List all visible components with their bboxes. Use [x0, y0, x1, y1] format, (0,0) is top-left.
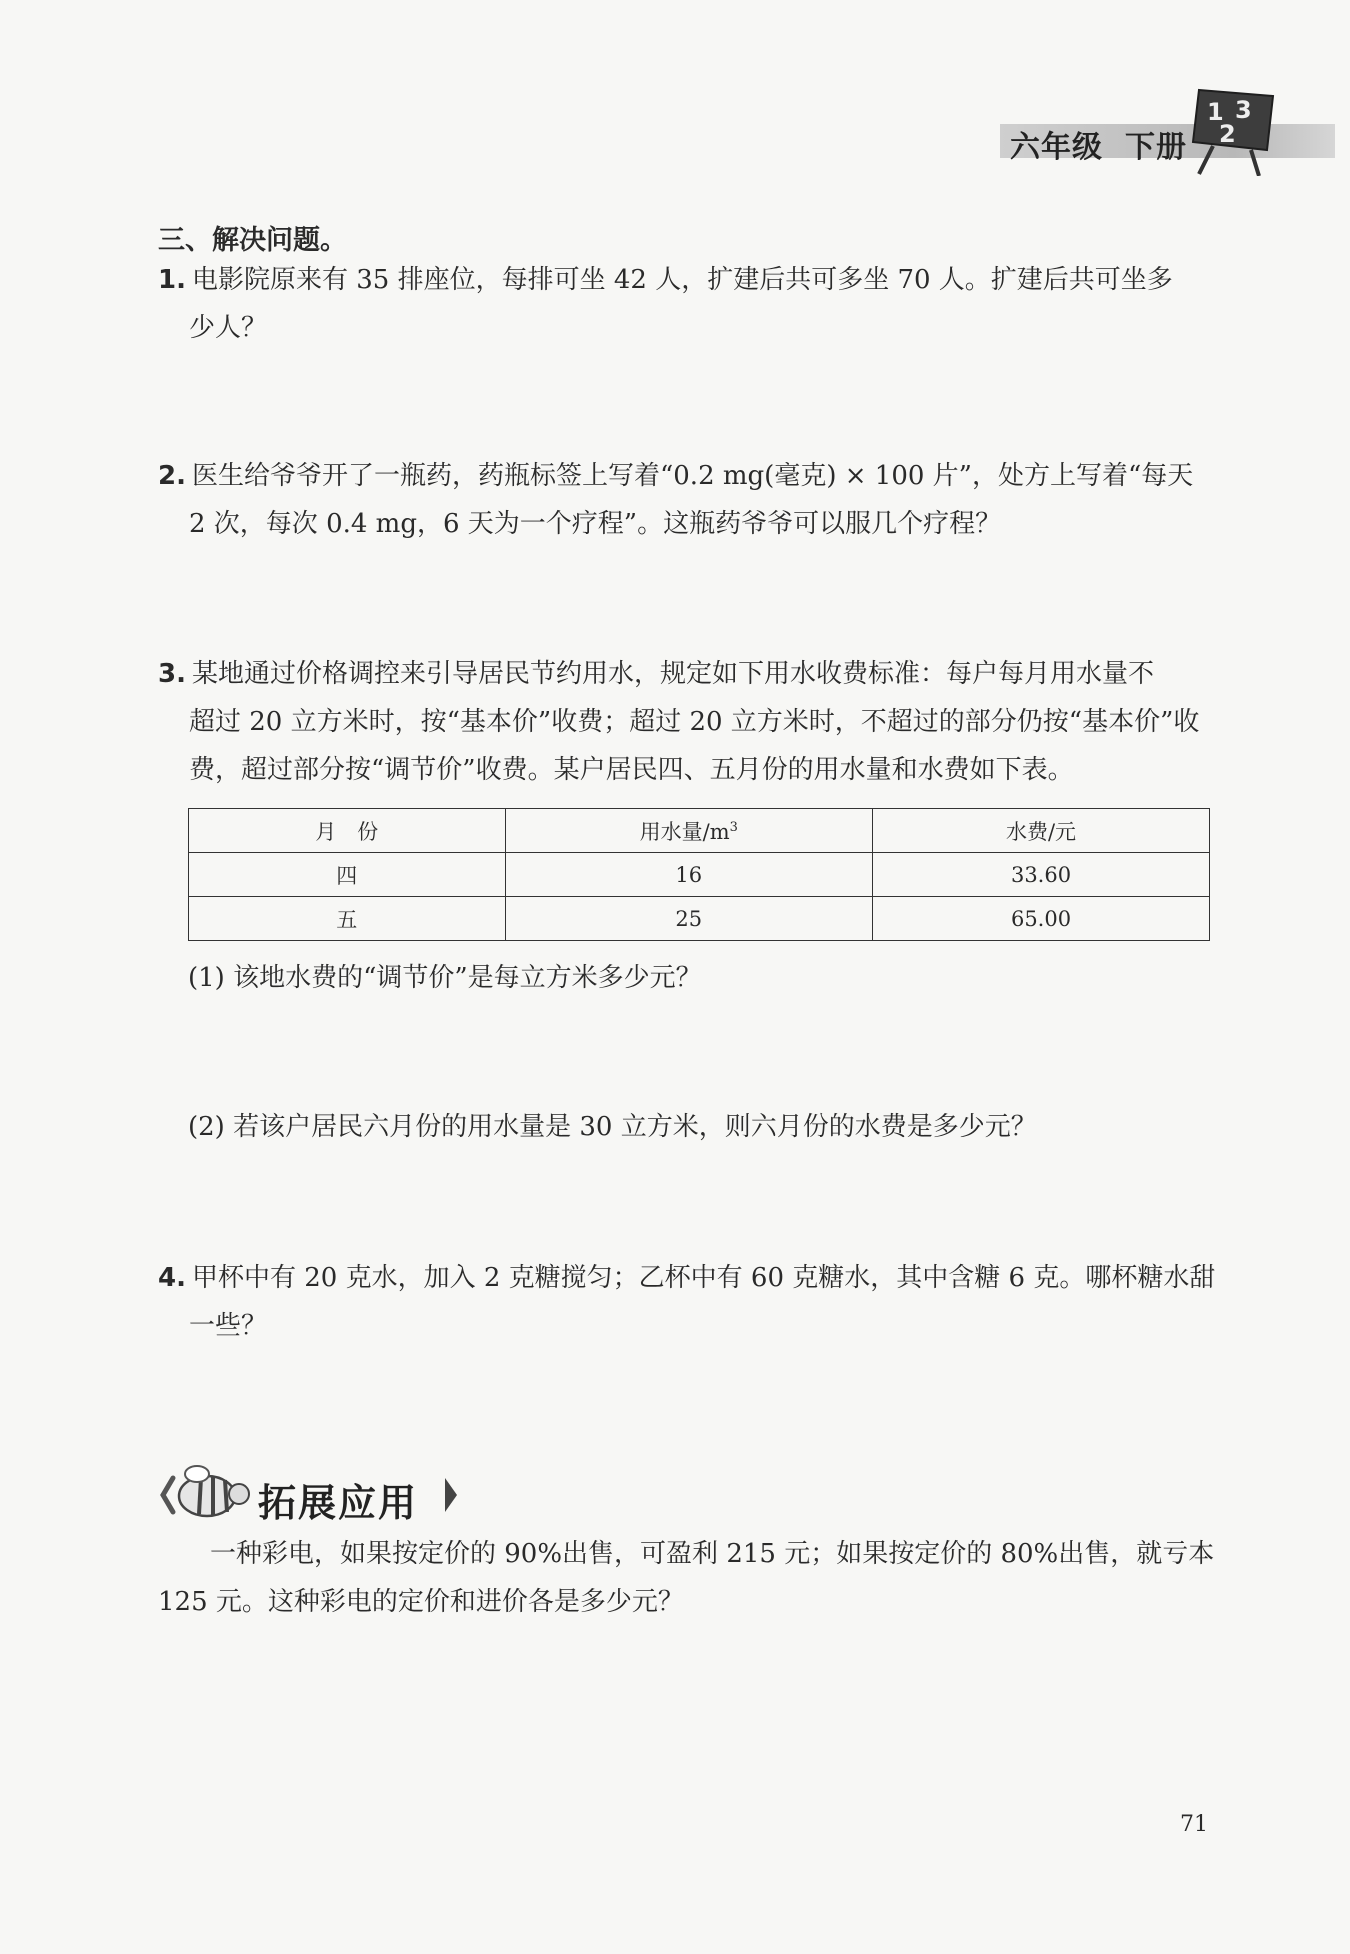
question-line: [158, 650, 1208, 698]
question-text: 某地通过价格调控来引导居民节约用水，规定如下用水收费标准：每户每月用水量不: [191, 659, 1154, 689]
extension-line: 125 元。这种彩电的定价和进价各是多少元？: [158, 1587, 684, 1617]
question-4: [158, 1254, 1216, 1350]
cell-month: 四: [189, 853, 506, 897]
question-line: 少人？: [189, 313, 268, 343]
extension-title: 拓展应用: [258, 1481, 419, 1525]
cell-month: 五: [189, 897, 506, 941]
table-row: [189, 853, 1210, 897]
board-digit: 1: [1207, 98, 1224, 126]
question-text: 甲杯中有 20 克水，加入 2 克糖搅匀；乙杯中有 60 克糖水，其中含糖 6 克。哪杯糖水甜: [191, 1263, 1216, 1293]
water-fee-table: [188, 808, 1210, 941]
chalkboard-icon: [1185, 84, 1283, 176]
question-line: [158, 452, 1208, 500]
question-line: [158, 256, 1208, 304]
question-line: 超过 20 立方米时，按“基本价”收费；超过 20 立方米时，不超过的部分仍按“基本价”收: [189, 707, 1200, 737]
question-text: 电影院原来有 35 排座位，每排可坐 42 人，扩建后共可多坐 70 人。扩建后共可坐多: [191, 265, 1173, 295]
board-digit: 3: [1235, 96, 1252, 124]
section-title: 三、解决问题。: [158, 225, 347, 256]
sub-question-1: (1) 该地水费的“调节价”是每立方米多少元？: [188, 963, 702, 993]
cell-fee: 33.60: [873, 853, 1210, 897]
question-3: [158, 650, 1208, 794]
usage-label: 用水量/m: [639, 819, 730, 844]
page-number: 71: [1180, 1812, 1208, 1837]
header-month: 月 份: [189, 809, 506, 853]
question-line: [158, 1254, 1216, 1302]
volume-text: 下册: [1125, 130, 1187, 165]
question-2: [158, 452, 1208, 548]
unit-superscript: 3: [729, 819, 738, 835]
question-1: [158, 256, 1208, 352]
header-usage: [505, 809, 873, 853]
table-header-row: [189, 809, 1210, 853]
header-grade-label: [1010, 122, 1209, 166]
question-line: 2 次，每次 0.4 mg，6 天为一个疗程”。这瓶药爷爷可以服几个疗程？: [189, 509, 1002, 539]
question-text: 医生给爷爷开了一瓶药，药瓶标签上写着“0.2 mg(毫克) × 100 片”，处方上写着“每天: [191, 461, 1194, 491]
question-number: 1.: [158, 265, 186, 295]
extension-question: [158, 1530, 1215, 1626]
question-number: 4.: [158, 1263, 186, 1293]
question-number: 3.: [158, 659, 186, 689]
question-line: 一些？: [189, 1311, 268, 1341]
header-fee: 水费/元: [873, 809, 1210, 853]
sub-question-2: (2) 若该户居民六月份的用水量是 30 立方米，则六月份的水费是多少元？: [188, 1112, 1037, 1142]
extension-line: 一种彩电，如果按定价的 90%出售，可盈利 215 元；如果按定价的 80%出售，就亏本: [210, 1539, 1215, 1569]
grade-text: 六年级: [1010, 130, 1103, 165]
cell-usage: 16: [505, 853, 873, 897]
table-row: [189, 897, 1210, 941]
cell-usage: 25: [505, 897, 873, 941]
question-number: 2.: [158, 461, 186, 491]
cell-fee: 65.00: [873, 897, 1210, 941]
board-digit: 2: [1219, 120, 1236, 148]
question-line: 费，超过部分按“调节价”收费。某户居民四、五月份的用水量和水费如下表。: [189, 755, 1074, 785]
